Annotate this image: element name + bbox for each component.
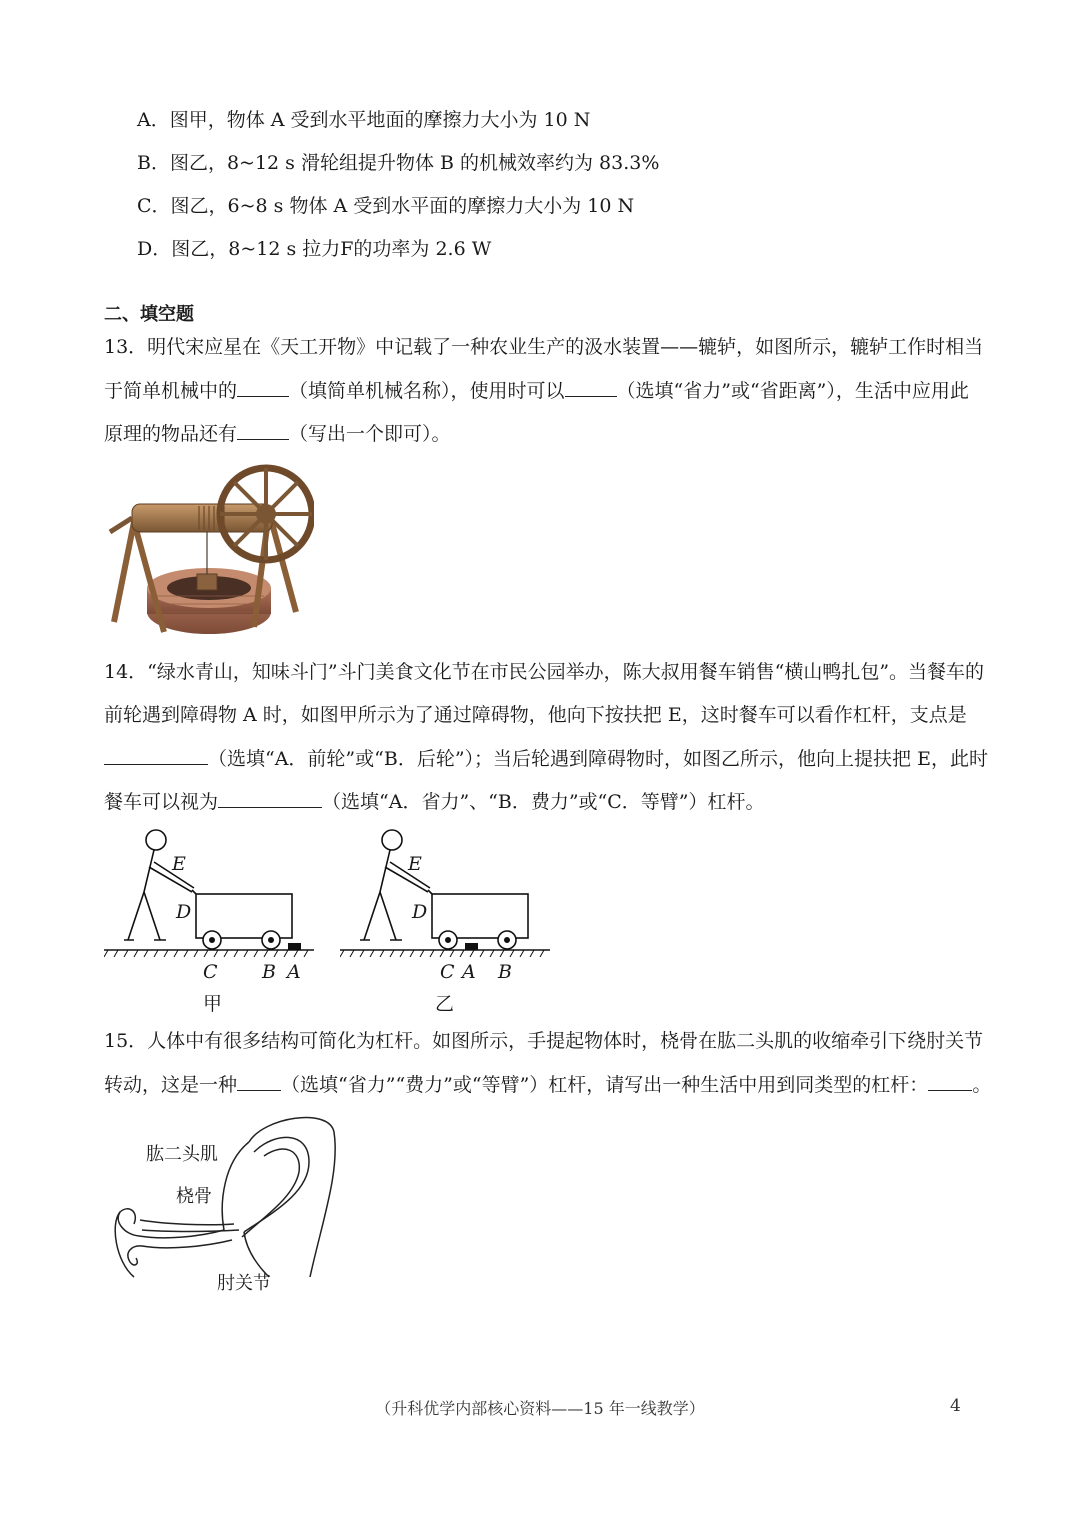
label-d: D [412,901,428,923]
caption-jia: 甲 [203,993,223,1015]
option-b: B．图乙，8~12 s 滑轮组提升物体 B 的机械效率约为 83.3% [137,152,660,174]
answer-blank[interactable] [237,421,289,440]
q13-text: （填简单机械名称），使用时可以 [289,380,565,402]
q14-line1: 14．“绿水青山，知味斗门”斗门美食文化节在市民公园举办，陈大叔用餐车销售“横山鸭扎包”。当餐车的 [104,661,985,683]
label-e: E [408,853,422,875]
arm-figure [104,1112,344,1292]
label-biceps: 肱二头肌 [146,1144,218,1165]
windlass-figure [104,462,314,642]
section-heading: 二、填空题 [104,304,194,325]
answer-blank[interactable] [218,789,322,808]
answer-blank[interactable] [104,746,208,765]
q14-line4 [104,789,765,814]
q13-text: （写出一个即可）。 [289,423,451,445]
page-number: 4 [950,1396,961,1416]
q15-text: （选填“省力”“费力”或“等臂”）杠杆，请写出一种生活中用到同类型的杠杆： [281,1074,929,1096]
answer-blank[interactable] [565,378,617,397]
label-radius: 桡骨 [176,1186,212,1207]
q14-text: 餐车可以视为 [104,791,219,813]
cart-figure-left [104,822,319,972]
q14-line2: 前轮遇到障碍物 A 时，如图甲所示为了通过障碍物，他向下按扶把 E，这时餐车可以看作杠杆，支点是 [104,704,967,726]
label-c: C [203,961,218,983]
label-a: A [462,961,476,983]
label-d: D [176,901,192,923]
option-c: C．图乙，6~8 s 物体 A 受到水平面的摩擦力大小为 10 N [137,195,635,217]
answer-blank[interactable] [928,1072,972,1091]
label-a: A [287,961,301,983]
q14-line3 [104,746,988,771]
q15-line1: 15．人体中有很多结构可简化为杠杆。如图所示，手提起物体时，桡骨在肱二头肌的收缩牵引下绕肘关节 [104,1030,984,1052]
option-d: D．图乙，8~12 s 拉力F的功率为 2.6 W [137,238,492,260]
label-b: B [262,961,276,983]
q14-text: （选填“A．前轮”或“B．后轮”）；当后轮遇到障碍物时，如图乙所示，他向上提扶把 E，此时 [208,748,988,770]
q13-line3 [104,421,451,446]
caption-yi: 乙 [435,993,455,1015]
q15-text: 转动，这是一种 [104,1074,238,1096]
q15-line2 [104,1072,991,1097]
cart-figure-right [340,822,555,972]
label-elbow: 肘关节 [217,1273,271,1294]
q13-text: 原理的物品还有 [104,423,238,445]
option-a: A．图甲，物体 A 受到水平地面的摩擦力大小为 10 N [137,109,591,131]
answer-blank[interactable] [237,378,289,397]
label-c: C [440,961,455,983]
q13-text: 于简单机械中的 [104,380,238,402]
q15-text: 。 [972,1074,992,1096]
q13-text: （选填“省力”或“省距离”），生活中应用此 [616,380,969,402]
answer-blank[interactable] [237,1072,281,1091]
label-e: E [172,853,186,875]
q13-line2 [104,378,969,403]
q14-text: （选填“A．省力”、“B．费力”或“C．等臂”）杠杆。 [322,791,765,813]
page-footer: （升科优学内部核心资料——15 年一线教学） [375,1399,705,1418]
label-b: B [498,961,512,983]
q13-line1: 13．明代宋应星在《天工开物》中记载了一种农业生产的汲水装置——辘轳，如图所示，辘轳工作时相当 [104,336,984,358]
